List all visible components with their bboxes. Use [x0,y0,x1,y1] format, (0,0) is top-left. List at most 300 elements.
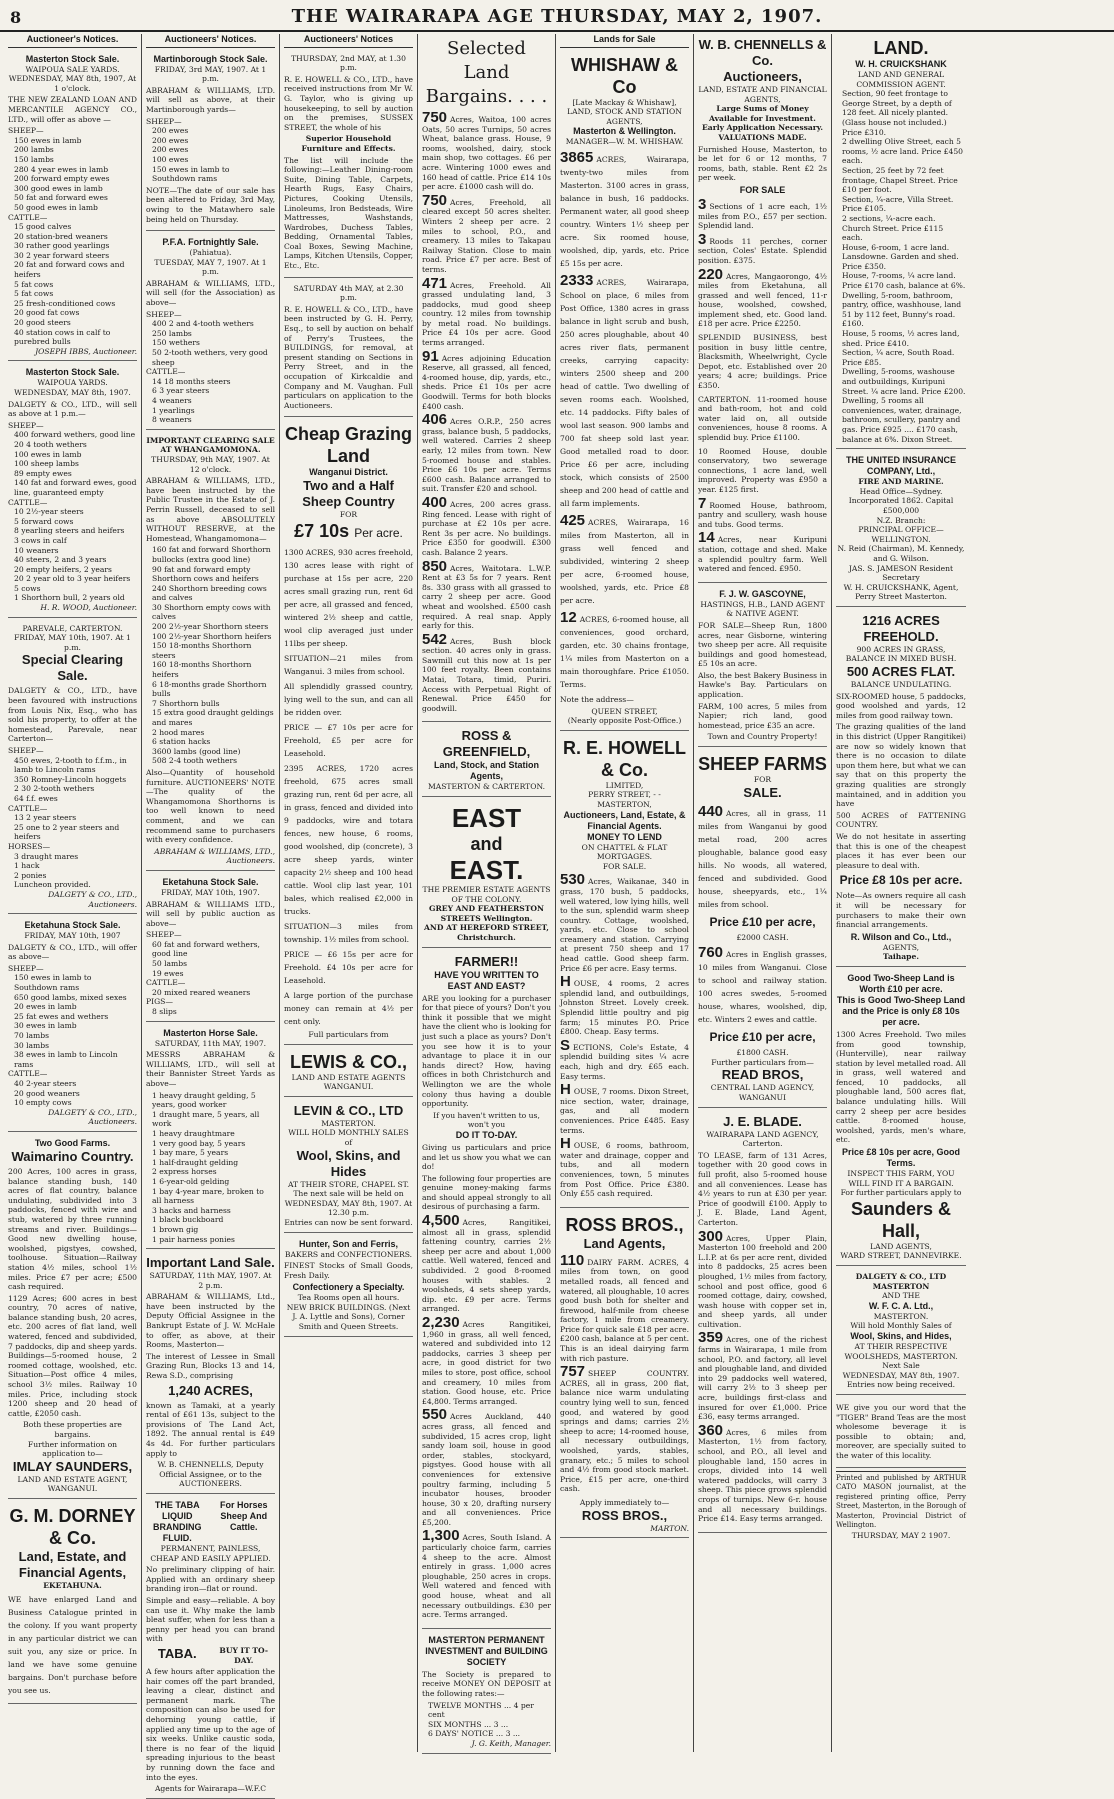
list-item: 1 bay 4-year mare, broken to all harness [152,1186,264,1206]
ad-title: Cheap Grazing Land [284,424,413,467]
ad-title: WHISHAW & Co [571,54,678,97]
ad-paragraph: Giving us particulars and price and let us show you what we can do! [422,1142,551,1172]
list-item: 1 very good bay, 5 years [152,1138,246,1148]
ad-title: Good Two-Sheep Land is Worth £10 per acre. [847,972,955,994]
ad-subtitle-2: LAND, ESTATE AND FINANCIAL AGENTS, [698,85,827,104]
ad-body: ABRAHAM & WILLIAMS, LTD., have been instructed by the Public Trustee in the Estate of J. Perrin Russell, deceased to sell as above ABSOLUTELY WITHOUT RESERVE, at the Homestead, Whangamomona— [146,476,275,543]
ad-paragraph: We do not hesitate in asserting that this is one of the cheapest places it has ever been our pleasure to deal with. [836,831,966,870]
property-row [698,230,827,266]
ad-for: FOR [339,510,358,520]
ad-title: R. E. HOWELL & Co. [563,737,686,780]
ad-howell [560,734,689,1208]
ad-hunter-son-ferris [284,1236,413,1337]
section-heading: Auctioneer's Notices. [8,34,137,48]
agent-name: IMLAY SAUNDERS, [12,1458,133,1474]
agent-town: WANGANUI. [47,1484,98,1494]
rates-list [422,1701,551,1739]
ad-agent: W. H. CRUICKSHANK, Agent, Perry Street Masterton. [843,582,959,602]
property-row [560,1081,689,1135]
list-item: SIX MONTHS ... 3 ... [428,1719,509,1729]
ad-money-2: ON CHATTEL & FLAT MORTGAGES. [581,842,668,862]
column-2 [142,34,280,1794]
list-item: 10 weaners [14,545,59,555]
list-item: 650 good lambs, mixed sexes [14,992,127,1002]
list-item: 50 good ewes in lamb [14,202,98,212]
property-acreage: 110 [560,1251,585,1269]
section-heading: Auctioneers' Notices [284,34,413,48]
ad-title: Superior Household Furniture and Effects. [301,134,396,153]
list-item: 20 good steers [14,318,71,328]
column-3 [280,34,418,1752]
property-description: Acres, 200 acres grass. Ring fenced. Lease with right of purchase at £2 10s per acre. Rent 3s per acre. No buildings. Price £350 for goodwill. £300 cash. Balance 2 years. [422,499,551,557]
property-list [698,1227,827,1524]
property-acreage: 750 [422,109,448,126]
property-list [422,109,551,713]
ad-paragraph: FOR SALE—Sheep Run, 1800 acres, near Gisborne, wintering two sheep per acre. All requisite buildings and good homestead, £5 10s an acre. [698,620,827,669]
list-item: 5 forward cows [14,516,74,526]
list-item: 4 weaners [152,396,192,405]
ad-paragraph: Full particulars from [308,1029,389,1039]
list-item: 7 Shorthorn bulls [152,698,220,708]
property-row [560,1363,689,1494]
property-row [560,1036,689,1081]
ad-office: PRINCIPAL OFFICE—WELLINGTON. [858,525,944,544]
list-item: 3 hacks and harness [152,1205,231,1215]
property-description: Acres, Mangaorongo, 4½ miles from Eketahuna, all grassed and well fenced, 11-r house, woolshed, cowshed, implement shed, etc. Good land. £18 per acre. Price £2250. [698,271,827,329]
property-acreage: H [560,1135,571,1153]
property-description: SHEEP COUNTRY. ACRES, all in grass, 200 flat, balance nice warm undulating country lying well to sun, fenced good, and watered by good springs and dams; carries 2½ sheep to acre; 14-roomed house, all necessary outbuildings, woolshed, yards, stables, granary, etc.; 5 miles to school and 4½ from good stock market. Price, £15 per acre, one-third cash. [560,1369,689,1494]
list-item: 90 fat and forward empty Shorthorn cows and heifers [152,564,259,584]
ad-title: SHEEP FARMS [698,754,827,775]
ad-subtitle: HASTINGS, H.B., LAND AGENT & NATIVE AGENT. [700,599,825,619]
ad-signature: ABRAHAM & WILLIAMS, LTD., Auctioneers. [154,846,275,866]
list-item: House, 6-room, 1 acre land. Lansdowne. Garden and shed. Price £350. [842,242,959,271]
ad-body: LAND, STOCK AND STATION AGENTS, [567,107,682,126]
list-item: SHEEP— [146,309,182,319]
property-description: Acres, 6 miles from Masterton, 1½ from factory, school, and P.O., all level and ploughable land, 150 acres in crops, divided into 14 well watered paddocks, will carry 3 sheep. This piece grows splendid crops of turnips. New 6-r. house and all necessary buildings. Price £14. Easy terms arranged. [698,1427,827,1524]
column-1 [4,34,142,1752]
ad-signature: H. R. WOOD, Auctioneer. [40,603,137,613]
ad-title: DALGETY & CO., LTD MASTERTON [855,1272,947,1291]
property-description: Acres, South Island. A particularly choice farm, carries 4 sheep to the acre. Almost entirely in grass. 1,000 acres ploughable, 250 acres in crops. Well watered and fenced with good house, wheat and all necessary outbuildings. £30 per acre. Terms arranged. [422,1533,551,1620]
ad-eketahuna-stock-sale-aw [146,874,275,1022]
list-item: 30 lambs [14,1040,49,1050]
ad-address: QUEEN STREET, [591,706,658,716]
ad-body: ABRAHAM & WILLIAMS, LTD., will sell (for the Association) as above— [146,278,275,308]
agent-role: LAND AND ESTATE AGENT, [17,1474,128,1484]
list-item: 100 ewes in lamb [14,449,82,459]
ad-title: P.F.A. Fortnightly Sale. [162,237,259,248]
ad-date: WEDNESDAY, MAY 8th, 1907, At 1 o'clock. [8,74,137,93]
ad-masterton-stock-sale [8,51,137,362]
ad-note: Note the address— [560,694,634,704]
ad-title: LEVIN & CO., LTD [293,1102,404,1118]
ad-selected-land-bargains [422,34,551,722]
ad-levin-co [284,1100,413,1233]
list-item: 20 2 year old to 3 year heifers [14,574,131,584]
list-item: 25 fat ewes and wethers [14,1011,109,1021]
ad-title: Eketahuna Stock Sale. [162,876,259,887]
ad-paragraph: Furnished House, Masterton, to be let for 6 or 12 months, 7 rooms, bath, stable. Rent £2 2s per week. [698,144,827,183]
acreage: 1,240 ACRES, [168,1382,253,1398]
page-number: 8 [10,8,22,27]
property-row [422,274,551,348]
ad-and: AND THE [882,1291,920,1301]
ad-title-2: W. F. C. A. Ltd., [868,1300,934,1311]
list-item: 5 fat cows [14,289,54,299]
east-word: EAST [451,803,522,834]
property-row [698,946,827,1026]
list-item: 2 sections, ¼-acre each. Church Street. Price £115 each. [842,213,944,243]
property-acreage: 2333 [560,271,594,289]
ad-paragraph: 200 Acres, 100 acres in grass, balance standing bush, 140 acres of flat country, balance undulating, subdivided into 3 paddocks, fenced with wire and stub, watered by three running streams and river. Buildings—Good new dwelling house, woolshed, pigstyes, cowshed, toolhouse. Situation—Railway station 4½ miles, school 1½ miles. Price £7 per acre; £500 cash required. [8,1166,137,1292]
ad-subtitle: Auctioneers, [723,69,802,84]
ad-gascoyne [698,586,827,747]
list-item: 1 hack [14,861,40,871]
list-item: 1 half-draught gelding [152,1157,239,1167]
ad-subtitle: Land Agents, [583,1235,666,1251]
ad-special-clearing-sale [8,621,137,914]
horse-list [146,1091,275,1245]
list-item: 160 fat and forward Shorthorn bullocks (extra good line) [152,545,271,564]
property-list [698,195,827,574]
stock-list [146,545,275,766]
ad-lewis-co [284,1048,413,1097]
ad-title: THE UNITED INSURANCE COMPANY, Ltd., [845,455,956,477]
property-acreage: 471 [422,274,448,292]
agent-town: WANGANUI [738,1093,787,1102]
property-row [422,1314,551,1406]
ad-title: Special Clearing Sale. [21,652,124,684]
agent-name: READ BROS, [721,1067,804,1083]
ad-paragraph: 1129 Acres; 600 acres in best country, 70 acres of native, balance standing bush, 20 acres, etc. 200 acres of flat land, well watered, fenced and subdivided, 7 paddocks, dip and sheep yards. Buildings—5-roomed house, 2 roomed cottage, woolshed, etc. Situation—Post office 4 miles, school 3½ miles. Railway 10 miles. Price, including stock 1200 sheep and 20 head of cattle, £2050 cash. [8,1293,137,1418]
ad-incorporated: Incorporated 1862. Capital £500,000 [848,496,954,515]
ad-date: THURSDAY, 2nd MAY, at 1.30 p.m. [291,53,406,73]
imprint [836,1471,966,1541]
list-item: TWELVE MONTHS ... 4 per cent [428,1700,534,1720]
ad-paragraph: If you haven't written to us, won't you [433,1110,540,1130]
property-acreage: 757 [560,1363,586,1381]
ad-forsale: FOR SALE. [602,861,647,871]
ad-subtitle: WAIRARAPA LAND AGENCY, Carterton. [706,1129,819,1149]
ad-for: FOR [753,775,772,785]
ad-subtitle-2: Auctioneers, Land, Estate, & Financial Agents. [563,809,686,831]
ad-subtitle: (Pahiatua). [189,248,232,258]
property-acreage: 359 [698,1329,724,1347]
and-word: and [470,834,503,855]
list-item: Dwelling, 5 rooms all conveniences, water, drainage, bathroom, scullery, pantry and gas. Price £925 .... £170 cash, balance at 6%. Dixon Street. [842,396,962,444]
property-description: CARTERTON. 11-roomed house and bath-room, hot and cold water laid on, all outside conveniences, house 8 rooms. A splendid buy. Price £1100. [698,394,827,442]
property-acreage: 530 [560,871,586,889]
ad-date: FRIDAY, MAY 10th, 1907. [161,887,260,897]
ad-title: Hunter, Son and Ferris, [298,1238,399,1249]
ad-town: MASTERTON. [321,1118,376,1128]
list-item: 20 station-bred weaners [14,231,108,241]
property-description: Acres, Upper Plain, Masterton 100 freehold and 200 L.I.P. at 6s per acre rent, divided into 8 paddocks, 25 acres been ploughed, 1½ miles from factory, school and post office, good 6 roomed cottage, dairy, cowshed, wash house with copper set in, and sheep yards, all under cultivation. [698,1233,827,1329]
property-description: Acres in English grasses, 10 miles from Wanganui. Close to school and railway station. 100 acres swedes, 5-roomed house, whares, woolshed, dip, etc. Winters 2 ewes and cattle. [698,950,827,1025]
list-item: 1 black buckboard [152,1215,224,1225]
ad-paragraph: A large portion of the purchase money can remain at 4½ per cent only. [284,990,413,1026]
property-description: OUSE, 6 rooms, bathroom, water and drainage, copper and tubs, and all modern conveniences, town, 5 minutes from Post Office. Price £380. Only £55 cash required. [560,1141,689,1199]
ad-body-3: known as Tamaki, at a yearly rental of £61 13s, subject to the provisions of The Land Act, 1892. The annual rental is £49 4s 4d. For further particulars apply to [146,1400,275,1458]
agent-name: Saunders & Hall, [850,1198,952,1241]
list-item: 200 lambs [14,145,54,155]
property-description: SPLENDID BUSINESS, best position in busy little centre, Blacksmith, Wheelwright, Cycle Depot, etc. Established over 20 years; 4 acre; buildings. Price £350. [698,333,827,391]
ad-ross-bros [560,1211,689,1538]
ad-cruickshank-land [836,34,966,449]
property-acreage: H [560,973,571,991]
ad-body-2: GREY AND FEATHERSTON STREETS Wellington. [429,904,544,923]
ad-subtitle-2: BALANCE UNDULATING. [850,680,952,690]
stock-list [8,964,137,1108]
imprint-date: THURSDAY, MAY 2 1907. [851,1531,951,1541]
masthead [0,0,1114,32]
list-item: 150 18-months Shorthorn steers [152,641,252,660]
ad-title: ROSS BROS., [565,1214,684,1235]
ad-eketahuna-stock-sale [8,917,137,1132]
ad-title-2: Bargains. . . . [425,86,548,107]
list-item: 150 ewes in lamb to Southdown rams [152,164,230,184]
ad-date: WEDNESDAY, MAY 8th, 1907. [14,388,131,397]
list-item: PIGS— [146,997,173,1007]
ad-title: 1216 ACRES FREEHOLD. [862,612,940,644]
list-item: 6 DAYS' NOTICE ... 3 ... [428,1729,521,1739]
list-item: 450 ewes, 2-tooth to f.f.m., in lamb to Lincoln rams [14,755,127,775]
imprint-text: Printed and published by ARTHUR CATO MASON journalist, at the registered printing office, Perry Street, Masterton, in the Borough of Masterton, Provincial District of Wellington. [836,1473,966,1530]
ad-subtitle: W. H. CRUICKSHANK [855,59,947,69]
ad-secretary: JAS. S. JAMESON Resident Secretary [848,563,954,583]
property-row [698,395,827,443]
list-item: SHEEP— [146,930,182,940]
ad-title-2: 500 ACRES FLAT. [846,664,956,680]
ad-body: DALGETY & CO., LTD., have been favoured with instructions from Louis Nix, Esq., who has sold his property, to offer at the homestead, Parevale, near Carterton— [8,686,137,744]
list-item: 30 2 year forward steers [14,250,110,260]
ad-subtitle: Land, Estate, and Financial Agents, [18,1548,127,1580]
ad-paragraph: A few hours after application the hair comes off the part branded, leaving a clear, distinct and permanent mark. The composition can also be used for dehorning young cattle, if applied any time up to the age of six weeks. Unlike caustic soda, there is no fear of the liquid spreading injurious to the beast by running down the face and into the eyes. [146,1667,275,1782]
property-description: Sections of 1 acre each, 1½ miles from P.O., £57 per section. Splendid land. [698,201,827,231]
ad-branch: N.Z. Branch: [876,515,926,525]
list-item: 15 good calves [14,222,72,232]
column-5 [556,34,694,1752]
property-row [422,1406,551,1527]
ad-district: Wanganui District. [309,467,388,478]
ad-paragraph: Town and Country Property! [707,732,818,742]
property-row [698,195,827,231]
ad-signature: ROSS BROS., [581,1507,668,1523]
ad-body: ABRAHAM & WILLIAMS, Ltd., have been instructed by the Deputy Official Assignee in the Bankrupt Estate of J. W. McHale to offer, as above, at their Rooms, Masterton— [146,1292,275,1350]
ad-title: Masterton Stock Sale. [25,367,120,378]
list-item: 25 one to 2 year steers and heifers [14,822,120,842]
property-description: OUSE, 4 rooms, 2 acres splendid land, and outbuildings, Johnston Street. Lovely creek. Splendid little poultry and pig farm; 15 minutes P.O. Price £800. Cheap. Easy terms. [560,979,689,1037]
list-item: 50 lambs [152,959,187,969]
property-description: Acres, one of the richest farms in Wairarapa, 1 mile from school, P.O. and factory, all level and ploughable land, and divided into 29 paddocks well watered, will carry 2½ to 3 sheep per acre, buildings first-class and insured for over £1,000. Price £36, easy terms arranged. [698,1335,827,1422]
ad-contact: For further particulars apply to [840,1188,962,1198]
list-item: CATTLE— [8,1069,48,1079]
ad-title: Two Good Farms. [34,1137,111,1148]
ad-subtitle: BAKERS and CONFECTIONERS. [284,1249,413,1259]
ad-title: Masterton Horse Sale. [163,1027,258,1038]
ad-body: ABRAHAM & WILLIAMS, LTD. will sell as above, at their Martinborough yards— [146,85,275,114]
property-acreage: 542 [422,630,448,648]
ad-whishaw [560,51,689,731]
property-acreage: 220 [698,265,724,283]
property-description: Acres, Freehold. All grassed undulating land, 3 paddocks, mud good sheep country. 12 miles from township by metal road. No buildings. Price £4 10s per acre. Good terms arranged. [422,280,551,348]
property-row [698,1227,827,1330]
property-list [698,946,827,1026]
list-item: 70 lambs [14,1031,49,1041]
ad-paragraph: FARM, 100 acres, 5 miles from Napier; rich land, good homestead, price £35 an acre. [698,701,827,730]
ad-paragraph: Note—As owners require all cash it will be necessary for purchasers to make their own financial arrangements. [836,891,966,930]
ad-subtitle-2: Head Office—Sydney. [859,486,943,496]
property-list [698,802,827,911]
property-acreage: 360 [698,1421,724,1439]
ad-masterton-stock-sale-dalgety [8,364,137,617]
property-description: Acres, Bush block section. 40 acres only in grass. Sawmill cut this now at 1s per 100 feet royalty. Been contains Matai, Totara, timid, Puriri. Access with Perpetual Right of Renewal. Price £450 for goodwill. [422,636,551,713]
property-row [560,1135,689,1199]
ad-body: DALGETY & CO., LTD., will sell as above at 1 p.m.— [8,399,137,419]
ad-subtitle-2: Confectionery a Specialty. [292,1282,405,1293]
ad-body-2: AT THEIR RESPECTIVE WOOLSHEDS, MASTERTON. [844,1341,958,1361]
list-item: 30 Shorthorn empty cows with calves [152,602,271,622]
ad-goods: Wool, Skins, and Hides, [850,1330,952,1341]
ad-signature: R. Wilson and Co., Ltd., [850,931,952,942]
property-acreage: 7 [698,494,707,512]
ad-united-insurance [836,452,966,607]
property-row [560,148,689,270]
agent-role: LAND AGENTS, [870,1241,932,1251]
ad-title: Martinborough Stock Sale. [153,53,268,64]
list-item: 350 Romney-Lincoln hoggets [14,774,127,784]
agent-role: CENTRAL LAND AGENCY, [710,1083,815,1093]
taba-brand-row [146,1646,275,1665]
ad-title: W. B. CHENNELLS & Co. [698,37,827,68]
ad-body: R. E. HOWELL & CO., LTD., have been instructed by G. H. Perry, Esq., to sell by auction on behalf of Perry's Trustees, the BUILDINGS, for removal, at present standing on Sections in Perry Street, and in the occupation of Kirkcaldie and Company and M. Vaughan. Full particulars on application to the Auctioneers. [284,304,413,410]
property-row [422,493,551,558]
ad-body-4: Entries can now be sent forward. [284,1217,413,1227]
taba-brand: TABA. [157,1645,197,1661]
list-item: Section, ¼-acre, Villa Street. Price £105. [842,194,954,214]
list-item: 10 empty cows [14,1098,72,1108]
stock-list [146,117,275,184]
list-item: 1 6-year-old gelding [152,1176,230,1186]
ad-dorney [8,1502,137,1704]
property-acreage: 1,300 [422,1527,460,1545]
list-item: 5 cows [14,583,41,593]
list-item: SHEEP— [8,126,44,136]
ad-signature: J. G. Keith, Manager. [471,1738,551,1748]
list-item: 150 ewes in lamb [14,135,82,145]
ad-tiger-tea [836,1398,966,1468]
list-item: 280 4 year ewes in lamb [14,164,109,174]
property-acreage: 300 [698,1227,724,1245]
ad-clearing-sale-whangamomona [146,433,275,871]
ad-signature: JOSEPH IBBS, Auctioneer. [35,346,137,356]
ad-subtitle: WAIPOUA YARDS. [37,378,108,388]
ad-title: Important Land Sale. [146,1255,275,1271]
ad-body: FINEST Stocks of Small Goods, Fresh Daily. [284,1261,413,1280]
section-heading: Lands for Sale [560,34,689,48]
ad-title: MASTERTON PERMANENT INVESTMENT and BUILDING SOCIETY [425,1634,548,1667]
ad-title: FARMER!! [454,953,519,969]
list-item: 200 ewes [152,126,189,136]
columns [4,34,1110,1794]
ad-forsale: FOR SALE [739,184,786,195]
ad-paragraph: PRICE — £7 10s per acre for Freehold, £5 per acre for Leasehold. [284,722,413,758]
list-item: 6 18-months grade Shorthorn bulls [152,679,267,699]
list-item: 200 2½-year Shorthorn steers [152,622,269,632]
ad-signature: DALGETY & CO., LTD., Auctioneers. [48,889,137,909]
list-item: 30 rather good yearlings [14,241,110,251]
list-item: 60 fat and forward wethers, good line [152,939,260,959]
list-item: 1 draught mare, 5 years, all work [152,1109,260,1129]
ad-paragraph: All splendidly grassed country, lying well to the sun, and can all be ridden over. [284,681,413,717]
ad-goods: Wool, Skins, and Hides [296,1147,401,1179]
property-row [698,494,827,530]
list-item: HORSES— [8,841,51,851]
property-list [560,871,689,1199]
ad-subtitle: Land, Stock, and Station Agents, [433,760,539,782]
ad-masterton-horse-sale [146,1025,275,1249]
property-row [698,529,827,574]
list-item: 10 2½-year steers [14,507,84,517]
property-list [422,1212,551,1620]
property-row [422,1212,551,1314]
property-description: Acres, all in grass, 11 miles from Wanganui by good metal road, 200 acres ploughable, balance good easy hills. No woods, all watered, fenced and subdivided. Good house, sheepyards, etc., 1¼ miles from school. [698,808,827,909]
ad-price: £7 10s Per acre. [294,520,403,541]
list-item: 3 cows in calf [14,535,67,545]
property-description: Acres, Waitoa, 100 acres Oats, 50 acres Turnips, 50 acres Wheat, balance grass. House, 9 rooms, woolshed, dairy, stock main shop, two cottages. £6 per acre. Wintering 1000 ewes and 160 head of cattle. Price £14 10s per acre. £1000 cash will do. [422,115,551,192]
list-item: 508 2-4 tooth wethers [152,756,238,766]
ad-body: The Society is prepared to receive MONEY ON DEPOSIT at the following rates:— [422,1669,551,1698]
ad-household-furniture [284,51,413,278]
ad-address-2: (Nearly opposite Post-Office.) [567,716,682,726]
ad-address: PERRY STREET, - - MASTERTON, [588,790,661,809]
section-heading: Auctioneers' Notices. [146,34,275,48]
list-item: 1 bay mare, 5 years [152,1148,229,1158]
ad-contact: Further particulars from— [711,1057,814,1067]
ad-names: N. Reid (Chairman), M. Kennedy, and G. Wilson. [837,544,965,563]
list-item: CATTLE— [146,367,186,377]
property-row [698,265,827,330]
ad-money: MONEY TO LEND [587,831,662,842]
ad-body-3: Next Sale [882,1361,920,1371]
property-list [560,1251,689,1494]
ad-paragraph: PERMANENT, PAINLESS, CHEAP AND EASILY APPLIED. [150,1543,271,1563]
property-acreage: 4,500 [422,1212,460,1230]
column-7 [832,34,970,1752]
property-acreage: 14 [698,529,715,547]
property-acreage: 3 [698,230,707,248]
ad-subtitle: FIRE AND MARINE. [858,477,944,487]
ad-two-good-farms [8,1135,137,1499]
ad-title: Masterton Stock Sale. [25,53,120,64]
ad-contact: Further information on application to— [27,1439,118,1459]
ad-body: ABRAHAM & WILLIAMS LTD., will sell by public auction as above— [146,899,275,928]
ad-body: THE PREMIER ESTATE AGENTS OF THE COLONY. [422,885,551,904]
list-item: 40 steers, 2 and 3 years [14,555,107,565]
ad-price: Price £10 per acre, [709,1030,816,1045]
ad-signature: W. B. CHENNELLS, Deputy Official Assignee, or to the AUCTIONEERS. [157,1460,264,1489]
ad-subtitle-2: LAND AND GENERAL COMMISSION AGENT. [856,70,946,89]
property-row [560,871,689,973]
property-description: Acres, Waitotara. L.W.P. Rent at £3 5s for 7 years. Rent 8s. 330 grass with all grassed to carry 2 sheep per acre. Good wheat and woolshed. £500 cash required. A real snap. Apply early for this. [422,563,551,631]
list-item: 6 3 year steers [152,386,210,396]
ad-title: ROSS & GREENFIELD, [442,728,531,760]
ad-title: LEWIS & CO., [290,1051,407,1072]
ad-paragraph: INSPECT THIS FARM, YOU WILL FIND IT A BARGAIN. [847,1169,955,1188]
property-row [422,347,551,412]
list-item: Section, 90 feet frontage to George Street, by a depth of 128 feet. All nicely planted. (Glass house not included.) Price £310. [842,89,952,137]
